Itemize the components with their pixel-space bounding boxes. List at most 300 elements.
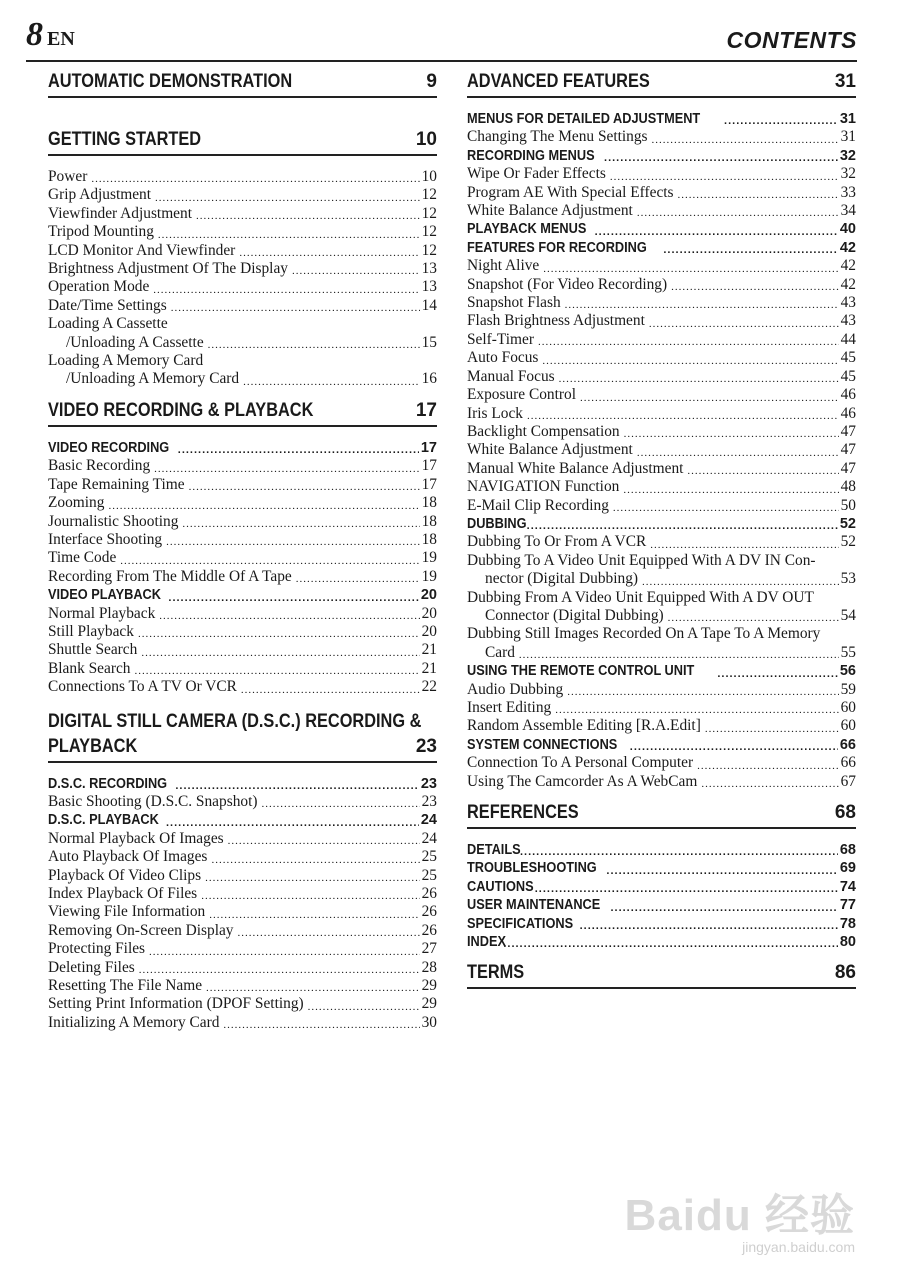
entry-title: /Unloading A Memory Card (66, 370, 240, 388)
toc-entry[interactable] (48, 959, 437, 977)
leader-dots (610, 170, 839, 184)
entry-page: 48 (840, 478, 856, 496)
leader-dots (211, 853, 419, 867)
entry-page: 31 (839, 111, 856, 127)
toc-entry[interactable] (467, 644, 856, 662)
entry-title: Blank Search (48, 659, 131, 677)
entry-page: 60 (840, 717, 856, 735)
entry-title: Viewfinder Adjustment (48, 204, 192, 222)
entry-title: Brightness Adjustment Of The Display (48, 260, 288, 278)
leader-dots (678, 188, 839, 202)
toc-entry[interactable] (48, 623, 437, 641)
entry-title: Setting Print Information (DPOF Setting) (48, 995, 304, 1013)
leader-dots (182, 517, 419, 531)
toc-entry[interactable] (467, 570, 856, 588)
leader-dots (542, 354, 838, 368)
leader-dots (108, 499, 419, 513)
entry-title: Basic Recording (48, 457, 151, 475)
toc-entry[interactable]: Dubbing From A Video Unit Equipped With A DV OUT (467, 588, 814, 606)
entry-page: 14 (421, 296, 437, 314)
entry-title: D.S.C. PLAYBACK (48, 812, 159, 829)
entry-title: Auto Focus (467, 349, 539, 367)
page-number: 8 EN (26, 16, 75, 53)
section-heading (467, 70, 856, 98)
toc-entry[interactable] (467, 773, 856, 791)
leader-dots (705, 722, 839, 736)
entry-page: 47 (840, 441, 856, 459)
section-title: DIGITAL STILL CAMERA (D.S.C.) RECORDING & (48, 710, 422, 732)
entry-title: nector (Digital Dubbing) (485, 570, 639, 588)
toc-entry[interactable] (467, 423, 856, 441)
toc-entry[interactable] (48, 260, 437, 278)
toc-entry[interactable]: Dubbing Still Images Recorded On A Tape To A Memory (467, 625, 821, 643)
entry-page: 24 (420, 812, 437, 829)
toc-entry[interactable] (48, 168, 437, 186)
toc-entry[interactable] (467, 202, 856, 220)
entry-title: Snapshot Flash (467, 294, 561, 312)
leader-dots (697, 759, 839, 773)
entry-title: Connection To A Personal Computer (467, 754, 694, 772)
leader-dots (134, 664, 419, 678)
toc-entry[interactable] (467, 460, 856, 478)
toc-subsection[interactable] (48, 775, 437, 793)
entry-title: RECORDING MENUS (467, 147, 595, 164)
entry-title: Interface Shooting (48, 530, 163, 548)
entry-title: USER MAINTENANCE (467, 897, 601, 914)
entry-title: Tripod Mounting (48, 223, 154, 241)
section-page: 68 (834, 802, 856, 824)
entry-page: 22 (421, 678, 437, 696)
leader-dots (527, 519, 838, 533)
entry-title: Flash Brightness Adjustment (467, 312, 645, 330)
toc-entry[interactable] (467, 441, 856, 459)
leader-dots (717, 667, 838, 681)
leader-dots (201, 889, 419, 903)
leader-dots (155, 191, 420, 205)
toc-entry[interactable] (48, 352, 437, 370)
entry-title: DUBBING (467, 515, 527, 532)
entry-page: 21 (421, 659, 437, 677)
entry-page: 29 (421, 977, 437, 995)
section-page: 9 (426, 71, 437, 92)
entry-page: 26 (421, 903, 437, 921)
leader-dots (153, 283, 419, 297)
entry-page: 13 (421, 260, 437, 278)
section-page: 86 (834, 962, 856, 984)
toc-entry[interactable] (467, 754, 856, 772)
toc-entry[interactable] (48, 549, 437, 567)
entry-page: 25 (421, 848, 437, 866)
entry-title: LCD Monitor And Viewfinder (48, 241, 236, 259)
entry-page: 78 (839, 915, 856, 932)
section-heading (467, 961, 856, 989)
entry-title: VIDEO PLAYBACK (48, 587, 161, 604)
toc-entry[interactable] (48, 660, 437, 678)
toc-subsection[interactable] (467, 515, 856, 533)
entry-page: 15 (421, 333, 437, 351)
page-header (26, 16, 857, 62)
leader-dots (158, 228, 420, 242)
toc-entry[interactable] (48, 205, 437, 223)
entry-title: FEATURES FOR RECORDING (467, 239, 647, 256)
entry-page: 43 (840, 312, 856, 330)
entry-title: D.S.C. RECORDING (48, 775, 168, 792)
leader-dots (196, 209, 420, 223)
toc-entry[interactable] (467, 368, 856, 386)
toc-entry[interactable] (467, 349, 856, 367)
leader-dots (567, 685, 838, 699)
entry-page: 10 (421, 168, 437, 185)
toc-entry[interactable] (48, 223, 437, 241)
toc-subsection[interactable] (467, 110, 856, 128)
leader-dots (149, 945, 420, 959)
entry-title: Backlight Compensation (467, 422, 620, 440)
entry-title: Time Code (48, 549, 117, 567)
leader-dots (520, 845, 838, 859)
entry-page: 30 (421, 1013, 437, 1031)
entry-page: 28 (421, 958, 437, 976)
entry-title: Changing The Menu Settings (467, 128, 648, 146)
toc-entry[interactable] (467, 405, 856, 423)
entry-page: 45 (840, 349, 856, 367)
entry-page: 34 (840, 202, 856, 220)
entry-page: 18 (421, 494, 437, 512)
leader-dots (168, 591, 418, 605)
entry-page: 47 (840, 459, 856, 477)
entry-page: 27 (421, 940, 437, 958)
section-title: GETTING STARTED (48, 129, 202, 150)
leader-dots (724, 114, 838, 128)
toc-entry[interactable] (467, 699, 856, 717)
toc-entry[interactable] (48, 297, 437, 315)
toc-entry[interactable] (48, 476, 437, 494)
entry-title: Zooming (48, 494, 105, 512)
toc-subsection[interactable] (48, 586, 437, 604)
leader-dots (138, 627, 420, 641)
toc-entry[interactable] (48, 242, 437, 260)
entry-page: 21 (421, 641, 437, 659)
entry-page: 31 (840, 128, 856, 146)
entry-title: DETAILS (467, 842, 521, 859)
toc-entry[interactable] (48, 605, 437, 623)
toc-subsection[interactable] (467, 841, 856, 859)
entry-title: Self-Timer (467, 330, 534, 348)
entry-page: 77 (839, 897, 856, 914)
entry-page: 42 (840, 275, 856, 293)
entry-title: Connector (Digital Dubbing) (485, 606, 664, 624)
toc-subsection[interactable] (467, 220, 856, 238)
leader-dots (292, 264, 420, 278)
leader-dots (701, 777, 838, 791)
toc-subsection[interactable] (48, 439, 437, 457)
leader-dots (154, 462, 419, 476)
section-title: ADVANCED FEATURES (467, 71, 650, 92)
leader-dots (166, 816, 419, 830)
leader-dots (610, 901, 837, 915)
entry-title: Date/Time Settings (48, 296, 167, 314)
entry-title: Audio Dubbing (467, 680, 564, 698)
leader-dots (519, 648, 839, 662)
leader-dots (209, 908, 419, 922)
leader-dots (262, 797, 420, 811)
toc-entry[interactable] (48, 885, 437, 903)
toc-entry[interactable] (467, 276, 856, 294)
toc-entry[interactable]: Dubbing To A Video Unit Equipped With A DV IN Con- (467, 551, 816, 569)
leader-dots (642, 575, 839, 589)
leader-dots (624, 427, 839, 441)
entry-title: Connections To A TV Or VCR (48, 678, 237, 696)
entry-title: /Unloading A Cassette (66, 333, 204, 351)
left-column (48, 64, 437, 1032)
entry-title: Operation Mode (48, 278, 150, 296)
toc-entry[interactable] (48, 922, 437, 940)
entry-title: Grip Adjustment (48, 186, 152, 204)
toc-entry[interactable] (48, 531, 437, 549)
toc-entry[interactable] (48, 641, 437, 659)
entry-page: 45 (840, 367, 856, 385)
entry-title: Initializing A Memory Card (48, 1013, 220, 1031)
leader-dots (243, 375, 419, 389)
entry-page: 80 (839, 934, 856, 951)
leader-dots (555, 703, 838, 717)
section-title: TERMS (467, 962, 525, 984)
entry-title: Playback Of Video Clips (48, 866, 202, 884)
toc-entry[interactable] (48, 867, 437, 885)
entry-title: White Balance Adjustment (467, 202, 633, 220)
entry-page: 23 (421, 792, 437, 810)
toc-subsection[interactable] (48, 811, 437, 829)
leader-dots (604, 151, 838, 165)
leader-dots (120, 554, 419, 568)
section-heading (48, 70, 437, 98)
entry-page: 17 (421, 457, 437, 475)
toc-entry[interactable] (467, 478, 856, 496)
entry-title: SYSTEM CONNECTIONS (467, 736, 618, 753)
toc-entry[interactable] (467, 533, 856, 551)
entry-title: Wipe Or Fader Effects (467, 165, 606, 183)
toc-entry[interactable] (48, 903, 437, 921)
entry-page: 42 (839, 239, 856, 256)
entry-title: Loading A Memory Card (48, 352, 204, 370)
toc-subsection[interactable] (467, 859, 856, 877)
leader-dots (241, 683, 420, 697)
entry-title: Random Assemble Editing [R.A.Edit] (467, 717, 701, 735)
entry-page: 66 (840, 754, 856, 772)
entry-title: Index Playback Of Files (48, 885, 198, 902)
entry-title: Still Playback (48, 622, 134, 640)
entry-page: 16 (421, 370, 437, 388)
entry-title: Tape Remaining Time (48, 475, 185, 493)
leader-dots (649, 317, 839, 331)
entry-page: 42 (840, 257, 856, 275)
entry-page: 60 (840, 699, 856, 716)
entry-title: USING THE REMOTE CONTROL UNIT (467, 663, 695, 680)
entry-page: 32 (840, 165, 856, 183)
section-page: 23 (415, 735, 437, 757)
section-heading (467, 801, 856, 829)
entry-title: Night Alive (467, 257, 540, 275)
entry-title: Using The Camcorder As A WebCam (467, 772, 698, 790)
toc-subsection[interactable] (467, 147, 856, 165)
leader-dots (637, 206, 839, 220)
toc-entry[interactable] (467, 294, 856, 312)
toc-entry[interactable] (467, 312, 856, 330)
toc-entry[interactable] (467, 607, 856, 625)
toc-entry[interactable] (48, 830, 437, 848)
leader-dots (606, 864, 837, 878)
leader-dots (159, 609, 419, 623)
entry-page: 26 (421, 921, 437, 939)
entry-page: 26 (421, 885, 437, 902)
entry-page: 20 (421, 622, 437, 640)
leader-dots (308, 1000, 420, 1014)
watermark (625, 1179, 855, 1255)
section-title-cont: PLAYBACK (48, 735, 138, 757)
entry-page: 12 (421, 204, 437, 222)
entry-title: Removing On-Screen Display (48, 921, 234, 939)
entry-title: Iris Lock (467, 404, 523, 422)
toc-subsection[interactable] (467, 878, 856, 896)
section-title: REFERENCES (467, 802, 579, 824)
toc-entry[interactable] (48, 848, 437, 866)
toc-entry[interactable] (48, 315, 437, 333)
entry-title: E-Mail Clip Recording (467, 496, 609, 514)
section-page: 17 (415, 399, 437, 421)
toc-entry[interactable] (467, 717, 856, 735)
toc-subsection[interactable] (467, 736, 856, 754)
entry-title: Dubbing To Or From A VCR (467, 533, 647, 551)
leader-dots (175, 779, 419, 793)
entry-page: 47 (840, 422, 856, 440)
leader-dots (171, 301, 420, 315)
toc-entry[interactable] (48, 334, 437, 352)
leader-dots (538, 335, 839, 349)
toc-entry[interactable] (48, 940, 437, 958)
entry-title: Insert Editing (467, 699, 552, 716)
toc-entry[interactable] (467, 184, 856, 202)
leader-dots (223, 1018, 419, 1032)
toc-entry[interactable] (48, 513, 437, 531)
leader-dots (637, 446, 839, 460)
entry-title: SPECIFICATIONS (467, 915, 574, 932)
leader-dots (208, 338, 420, 352)
leader-dots (178, 443, 419, 457)
leader-dots (503, 937, 838, 951)
toc-subsection[interactable] (467, 933, 856, 951)
watermark-url: jingyan.baidu.com (742, 1239, 855, 1255)
entry-title: Normal Playback (48, 604, 156, 622)
entry-title: Card (485, 643, 515, 661)
toc-entry[interactable] (467, 128, 856, 146)
entry-page: 67 (840, 772, 856, 790)
toc-subsection[interactable] (467, 239, 856, 257)
toc-entry[interactable] (48, 793, 437, 811)
entry-page: 68 (839, 842, 856, 859)
entry-title: Deleting Files (48, 958, 135, 976)
entry-title: Program AE With Special Effects (467, 183, 674, 201)
toc-entry[interactable] (48, 678, 437, 696)
toc-subsection[interactable] (467, 896, 856, 914)
entry-page: 29 (421, 995, 437, 1013)
entry-page: 69 (839, 860, 856, 877)
entry-page: 53 (840, 570, 856, 588)
toc-entry[interactable] (48, 977, 437, 995)
entry-page: 12 (421, 186, 437, 204)
entry-page: 54 (840, 606, 856, 624)
leader-dots (228, 834, 420, 848)
leader-dots (535, 882, 838, 896)
entry-page: 19 (421, 567, 437, 585)
toc-entry[interactable] (467, 681, 856, 699)
toc-entry[interactable] (48, 1014, 437, 1032)
entry-title: Auto Playback Of Images (48, 848, 208, 866)
leader-dots (671, 280, 838, 294)
entry-page: 13 (421, 278, 437, 296)
toc-entry[interactable] (48, 568, 437, 586)
page-title: CONTENTS (726, 27, 857, 53)
entry-title: NAVIGATION Function (467, 478, 620, 496)
toc-entry[interactable] (467, 497, 856, 515)
entry-page: 56 (839, 663, 856, 680)
toc-entry[interactable] (48, 457, 437, 475)
toc-entry[interactable] (48, 278, 437, 296)
entry-page: 25 (421, 866, 437, 884)
watermark-logo: Baidu 经验 (624, 1191, 855, 1240)
toc-entry[interactable] (467, 331, 856, 349)
toc-entry[interactable] (467, 386, 856, 404)
leader-dots (141, 646, 419, 660)
entry-page: 59 (840, 680, 856, 698)
toc-entry[interactable] (467, 165, 856, 183)
leader-dots (238, 926, 420, 940)
entry-title: White Balance Adjustment (467, 441, 633, 459)
entry-page: 12 (421, 241, 437, 259)
entry-page: 12 (421, 223, 437, 241)
toc-subsection[interactable] (467, 662, 856, 680)
toc-entry[interactable] (467, 257, 856, 275)
entry-page: 17 (421, 475, 437, 493)
entry-title: MENUS FOR DETAILED ADJUSTMENT (467, 111, 701, 127)
entry-title: Normal Playback Of Images (48, 829, 224, 847)
entry-page: 24 (421, 829, 437, 847)
entry-title: Recording From The Middle Of A Tape (48, 567, 292, 585)
entry-title: Snapshot (For Video Recording) (467, 275, 668, 293)
entry-page: 32 (839, 147, 856, 164)
section-title: VIDEO RECORDING & PLAYBACK (48, 399, 314, 421)
entry-title: Manual White Balance Adjustment (467, 459, 684, 477)
entry-title: Shuttle Search (48, 641, 138, 659)
entry-page: 18 (421, 530, 437, 548)
toc-entry[interactable] (48, 370, 437, 388)
leader-dots (559, 372, 839, 386)
leader-dots (296, 572, 420, 586)
section-heading (48, 709, 437, 763)
entry-title: Power (48, 168, 88, 185)
language-code: EN (47, 28, 75, 50)
spacer (48, 110, 437, 118)
leader-dots (650, 538, 838, 552)
entry-page: 17 (420, 439, 437, 456)
entry-title: Manual Focus (467, 367, 555, 385)
entry-page: 74 (839, 878, 856, 895)
leader-dots (652, 133, 839, 147)
entry-page: 44 (840, 330, 856, 348)
toc-entry[interactable] (48, 494, 437, 512)
toc-subsection[interactable] (467, 915, 856, 933)
toc-entry[interactable] (48, 186, 437, 204)
entry-title: PLAYBACK MENUS (467, 221, 587, 238)
toc-entry[interactable] (48, 995, 437, 1013)
